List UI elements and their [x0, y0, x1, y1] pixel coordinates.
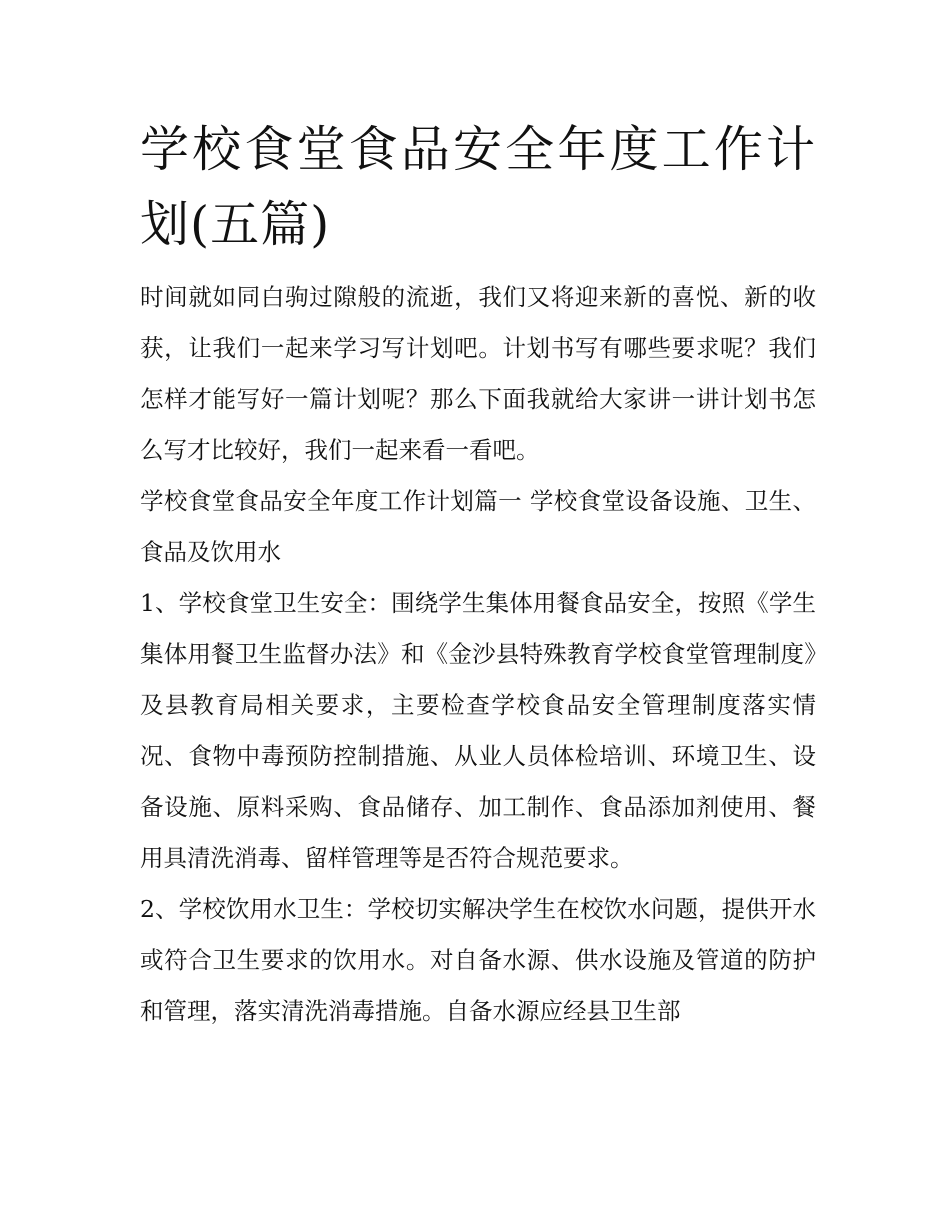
item-2-paragraph: 2、学校饮用水卫生：学校切实解决学生在校饮水问题，提供开水或符合卫生要求的饮用水。对自备水源、供水设施及管道的防护和管理，落实清洗消毒措施。自备水源应经县卫生部	[140, 895, 816, 1025]
document-title: 学校食堂食品安全年度工作计划(五篇)	[140, 121, 816, 253]
intro-paragraph: 时间就如同白驹过隙般的流逝，我们又将迎来新的喜悦、新的收获，让我们一起来学习写计划吧。计划书写有哪些要求呢？我们怎样才能写好一篇计划呢？那么下面我就给大家讲一讲计划书怎么写才比较好，我们一起来看一看吧。	[140, 283, 816, 464]
section-heading-paragraph: 学校食堂食品安全年度工作计划篇一 学校食堂设备设施、卫生、食品及饮用水	[140, 487, 816, 566]
item-1-paragraph: 1、学校食堂卫生安全：围绕学生集体用餐食品安全，按照《学生集体用餐卫生监督办法》和《金沙县特殊教育学校食堂管理制度》及县教育局相关要求，主要检查学校食品安全管理制度落实情况、食物中毒预防控制措施、从业人员体检培训、环境卫生、设备设施、原料采购、食品储存、加工制作、食品添加剂使用、餐用具清洗消毒、留样管理等是否符合规范要求。	[140, 589, 816, 872]
document-body	[140, 112, 816, 1037]
